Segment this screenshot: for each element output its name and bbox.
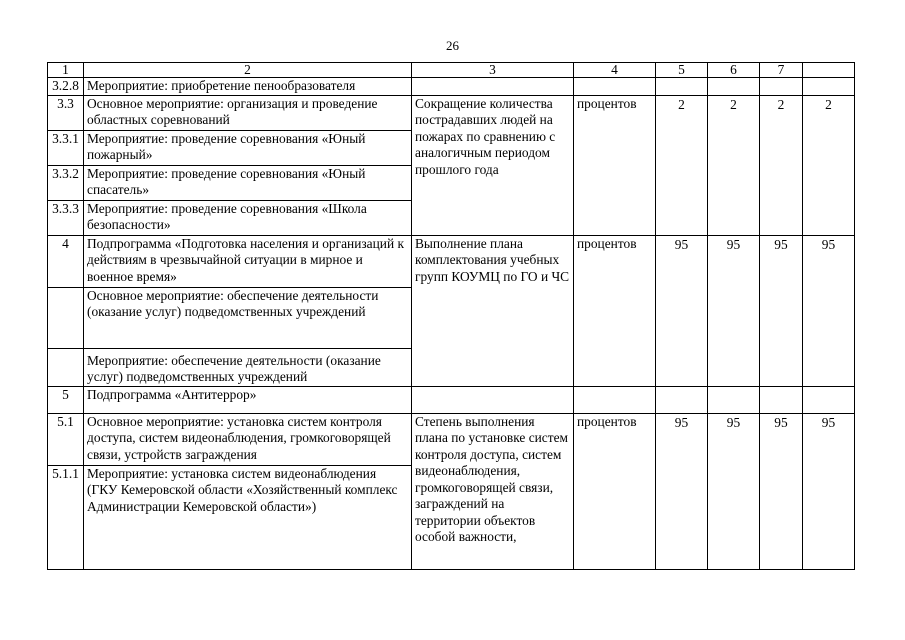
table-row (48, 413, 855, 465)
unit-cell: процентов (574, 95, 656, 235)
page-number: 26 (446, 38, 459, 53)
empty-cell (574, 386, 656, 413)
row-number (48, 287, 84, 348)
value-cell: 2 (760, 95, 803, 235)
value-cell: 95 (708, 413, 760, 569)
row-number: 3.2.8 (48, 78, 84, 96)
value-cell: 95 (803, 235, 855, 386)
row-text: Основное мероприятие: установка систем контроля доступа, систем видеонаблюдения, громкоговорящей связи, устройств заграждения (84, 413, 412, 465)
value-cell: 2 (803, 95, 855, 235)
empty-cell (708, 78, 760, 96)
header-cell: 4 (574, 63, 656, 78)
value-cell: 95 (708, 235, 760, 386)
table-row (48, 95, 855, 130)
empty-cell (708, 386, 760, 413)
row-number: 3.3.1 (48, 130, 84, 165)
empty-cell (803, 78, 855, 96)
value-cell: 95 (760, 413, 803, 569)
indicator-cell: Выполнение плана комплектования учебных групп КОУМЦ по ГО и ЧС (412, 235, 574, 386)
table-row (48, 78, 855, 96)
row-text: Мероприятие: установка систем видеонаблюдения (ГКУ Кемеровской области «Хозяйственный комплекс Администрации Кемеровской области») (84, 465, 412, 569)
empty-cell (412, 78, 574, 96)
value-cell: 95 (803, 413, 855, 569)
empty-cell (574, 78, 656, 96)
indicator-cell: Степень выполнения плана по установке систем контроля доступа, систем видеонаблюдения, громкоговорящей связи, заграждений на территории объектов особой важности, (412, 413, 574, 569)
empty-cell (412, 386, 574, 413)
table-row (48, 386, 855, 413)
empty-cell (656, 78, 708, 96)
row-text: Подпрограмма «Подготовка населения и организаций к действиям в чрезвычайной ситуации в мирное и военное время» (84, 235, 412, 287)
row-text: Подпрограмма «Антитеррор» (84, 386, 412, 413)
row-number (48, 348, 84, 386)
row-number: 5 (48, 386, 84, 413)
row-text: Основное мероприятие: обеспечение деятельности (оказание услуг) подведомственных учреждений (84, 287, 412, 348)
program-table (47, 62, 855, 570)
row-number: 4 (48, 235, 84, 287)
value-cell: 95 (656, 235, 708, 386)
header-row (48, 63, 855, 78)
value-cell: 2 (656, 95, 708, 235)
header-cell: 5 (656, 63, 708, 78)
row-text: Мероприятие: проведение соревнования «Юный спасатель» (84, 165, 412, 200)
row-number: 3.3.3 (48, 200, 84, 235)
empty-cell (760, 78, 803, 96)
header-cell (803, 63, 855, 78)
row-text: Мероприятие: приобретение пенообразователя (84, 78, 412, 96)
unit-cell: процентов (574, 413, 656, 569)
header-cell: 7 (760, 63, 803, 78)
value-cell: 95 (656, 413, 708, 569)
header-cell: 2 (84, 63, 412, 78)
row-number: 3.3.2 (48, 165, 84, 200)
row-number: 5.1.1 (48, 465, 84, 569)
indicator-cell: Сокращение количества пострадавших людей на пожарах по сравнению с аналогичным периодом прошлого года (412, 95, 574, 235)
row-number: 5.1 (48, 413, 84, 465)
empty-cell (656, 386, 708, 413)
row-text: Мероприятие: обеспечение деятельности (оказание услуг) подведомственных учреждений (84, 348, 412, 386)
header-cell: 6 (708, 63, 760, 78)
header-cell: 3 (412, 63, 574, 78)
table-row (48, 235, 855, 287)
row-text: Мероприятие: проведение соревнования «Школа безопасности» (84, 200, 412, 235)
row-text: Основное мероприятие: организация и проведение областных соревнований (84, 95, 412, 130)
value-cell: 95 (760, 235, 803, 386)
value-cell: 2 (708, 95, 760, 235)
row-number: 3.3 (48, 95, 84, 130)
empty-cell (760, 386, 803, 413)
row-text: Мероприятие: проведение соревнования «Юный пожарный» (84, 130, 412, 165)
header-cell: 1 (48, 63, 84, 78)
unit-cell: процентов (574, 235, 656, 386)
empty-cell (803, 386, 855, 413)
